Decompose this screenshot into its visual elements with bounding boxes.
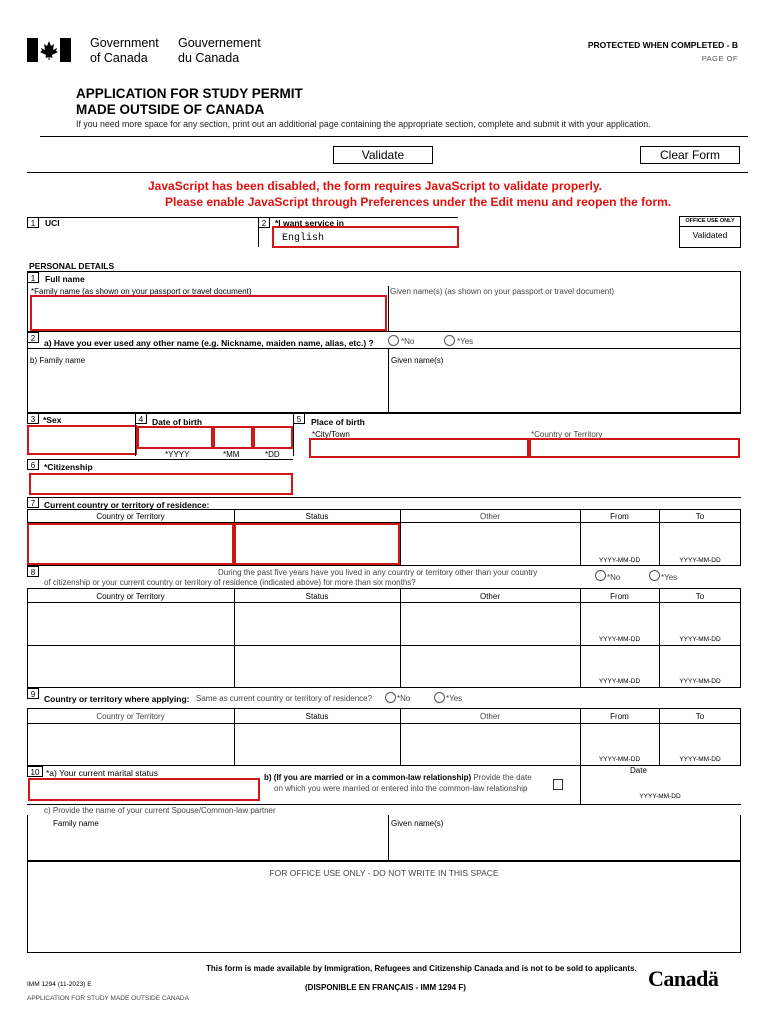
- dob-month-input[interactable]: [213, 426, 253, 449]
- protected-label: PROTECTED WHEN COMPLETED - B: [587, 40, 738, 50]
- q8-col-status: Status: [305, 592, 329, 601]
- q6-number: 6: [27, 459, 39, 470]
- family-name-input[interactable]: [30, 295, 387, 331]
- q1-number: 1: [27, 272, 39, 283]
- q4-number: 4: [135, 413, 147, 424]
- q9-col-country: Country or Territory: [96, 712, 165, 721]
- q4-title: Date of birth: [152, 417, 203, 427]
- q1-family-label: *Family name (as shown on your passport or travel document): [31, 287, 252, 296]
- q7-to-format: YYYY-MM-DD: [679, 557, 721, 564]
- citizenship-select[interactable]: [29, 473, 293, 495]
- q8-row1-from-format: YYYY-MM-DD: [598, 636, 641, 643]
- footer-french: (DISPONIBLE EN FRANÇAIS - IMM 1294 F): [305, 983, 466, 992]
- footer-notice: This form is made available by Immigration, Refugees and Citizenship Canada and is not to be sold to applicants.: [206, 964, 637, 973]
- birth-city-input[interactable]: [309, 438, 529, 458]
- q8-col-to: To: [695, 592, 705, 601]
- q9-yes-radio[interactable]: [434, 692, 445, 703]
- q9-same-question: Same as current country or territory of residence?: [196, 694, 373, 703]
- sex-select[interactable]: [27, 425, 137, 455]
- marital-status-select[interactable]: [28, 778, 260, 801]
- office-use-box: OFFICE USE ONLY Validated: [679, 216, 741, 248]
- q2-title: a) Have you ever used any other name (e.g. Nickname, maiden name, alias, etc.) ?: [44, 338, 374, 348]
- q8-col-from: From: [610, 592, 629, 601]
- q8-yes-label: *Yes: [661, 573, 678, 582]
- q8-number: 8: [27, 566, 39, 577]
- dob-day-label: *DD: [265, 450, 280, 459]
- service-number: 2: [258, 217, 270, 228]
- q9-col-other: Other: [479, 712, 500, 721]
- q1-given-label: Given name(s) (as shown on your passport or travel document): [390, 287, 615, 296]
- q8-no-label: *No: [607, 573, 621, 582]
- q2-number: 2: [27, 332, 39, 343]
- q8-col-country: Country or Territory: [96, 592, 165, 601]
- dob-day-input[interactable]: [253, 426, 293, 449]
- canada-wordmark: Canadä: [648, 966, 719, 991]
- q7-title: Current country or territory of residence:: [44, 500, 210, 510]
- q9-no-radio[interactable]: [385, 692, 396, 703]
- uci-number: 1: [27, 217, 39, 228]
- government-en: Government of Canada: [90, 36, 159, 65]
- service-language-select[interactable]: English: [272, 226, 459, 248]
- q8-row1-to-format: YYYY-MM-DD: [679, 636, 721, 643]
- q7-col-to: To: [695, 512, 705, 521]
- q8-yes-radio[interactable]: [649, 570, 660, 581]
- js-warning-line2: Please enable JavaScript through Preferences under the Edit menu and reopen the form.: [165, 195, 672, 209]
- government-fr: Gouvernement du Canada: [178, 36, 261, 65]
- q1-title: Full name: [45, 274, 85, 284]
- q10b-checkbox[interactable]: [553, 779, 563, 790]
- uci-label: UCI: [45, 218, 60, 228]
- spouse-family-name-input[interactable]: [30, 830, 385, 859]
- q9-col-status: Status: [305, 712, 329, 721]
- residence-country-select[interactable]: [27, 523, 234, 565]
- q9-from-format: YYYY-MM-DD: [598, 756, 641, 763]
- q10-title: *a) Your current marital status: [46, 768, 158, 778]
- q8-row2-to-format: YYYY-MM-DD: [679, 678, 721, 685]
- q10-date-format: YYYY-MM-DD: [639, 793, 681, 800]
- birth-country-select[interactable]: [529, 438, 740, 458]
- footer-form-name: APPLICATION FOR STUDY MADE OUTSIDE CANADA: [27, 995, 189, 1002]
- dob-year-label: *YYYY: [165, 450, 190, 459]
- q7-col-from: From: [610, 512, 629, 521]
- q3-title: *Sex: [43, 415, 62, 425]
- residence-status-select[interactable]: [234, 523, 400, 565]
- q8-col-other: Other: [479, 592, 500, 601]
- q3-number: 3: [27, 413, 39, 424]
- q2-no-label: *No: [401, 337, 415, 346]
- office-use-only-box: FOR OFFICE USE ONLY - DO NOT WRITE IN THIS SPACE: [27, 861, 741, 953]
- footer-form-id: IMM 1294 (11-2023) E: [27, 981, 92, 988]
- q9-number: 9: [27, 688, 39, 699]
- personal-details-heading: PERSONAL DETAILS: [29, 261, 115, 271]
- q7-from-format: YYYY-MM-DD: [598, 557, 641, 564]
- spouse-given-name-input[interactable]: [391, 830, 739, 859]
- q7-number: 7: [27, 497, 39, 508]
- q2-yes-label: *Yes: [457, 337, 474, 346]
- q8-text2: of citizenship or your current country or territory of residence (indicated above) for more than six months?: [44, 578, 416, 587]
- service-label: *I want service in: [275, 218, 344, 228]
- canada-flag-icon: [27, 38, 71, 62]
- q7-col-status: Status: [305, 512, 329, 521]
- clear-form-button[interactable]: Clear Form: [640, 146, 740, 164]
- q10c-label: c) Provide the name of your current Spouse/Common-law partner: [44, 806, 276, 815]
- q8-no-radio[interactable]: [595, 570, 606, 581]
- q5-country-label: *Country or Territory: [531, 430, 603, 439]
- q2-yes-radio[interactable]: [444, 335, 455, 346]
- dob-year-input[interactable]: [137, 426, 213, 449]
- q10-date-label: Date: [630, 766, 647, 775]
- form-title: APPLICATION FOR STUDY PERMIT MADE OUTSIDE OF CANADA: [76, 86, 303, 117]
- q9-title: Country or territory where applying:: [44, 694, 190, 704]
- dob-month-label: *MM: [223, 450, 240, 459]
- q5-city-label: *City/Town: [312, 430, 350, 439]
- q9-no-label: *No: [397, 694, 411, 703]
- validate-button[interactable]: Validate: [333, 146, 433, 164]
- given-name-input[interactable]: [390, 296, 740, 331]
- q10-number: 10: [27, 766, 43, 777]
- q10b-line2: on which you were married or entered into the common-law relationship: [274, 784, 528, 793]
- page-of-label: PAGE OF: [701, 54, 738, 63]
- q2-no-radio[interactable]: [388, 335, 399, 346]
- q7-col-other: Other: [479, 512, 500, 521]
- instruction-text: If you need more space for any section, print out an additional page containing the appropriate section, complete and submit it with your application.: [76, 119, 651, 129]
- q9-col-to: To: [695, 712, 705, 721]
- js-warning-line1: JavaScript has been disabled, the form requires JavaScript to validate properly.: [148, 179, 602, 193]
- q5-number: 5: [293, 413, 305, 424]
- q2-given-label: Given name(s): [391, 356, 444, 365]
- q2-family-label: b) Family name: [30, 356, 86, 365]
- q6-title: *Citizenship: [44, 462, 93, 472]
- q9-to-format: YYYY-MM-DD: [679, 756, 721, 763]
- q10b-line1: b) (If you are married or in a common-law relationship) Provide the date: [264, 773, 532, 782]
- q10c-given-label: Given name(s): [391, 819, 444, 828]
- q10c-family-label: Family name: [53, 819, 99, 828]
- q9-col-from: From: [610, 712, 629, 721]
- q8-row2-from-format: YYYY-MM-DD: [598, 678, 641, 685]
- q7-col-country: Country or Territory: [96, 512, 165, 521]
- q5-title: Place of birth: [311, 417, 365, 427]
- q9-yes-label: *Yes: [446, 694, 463, 703]
- q8-text1: During the past five years have you lived in any country or territory other than your country: [218, 568, 538, 577]
